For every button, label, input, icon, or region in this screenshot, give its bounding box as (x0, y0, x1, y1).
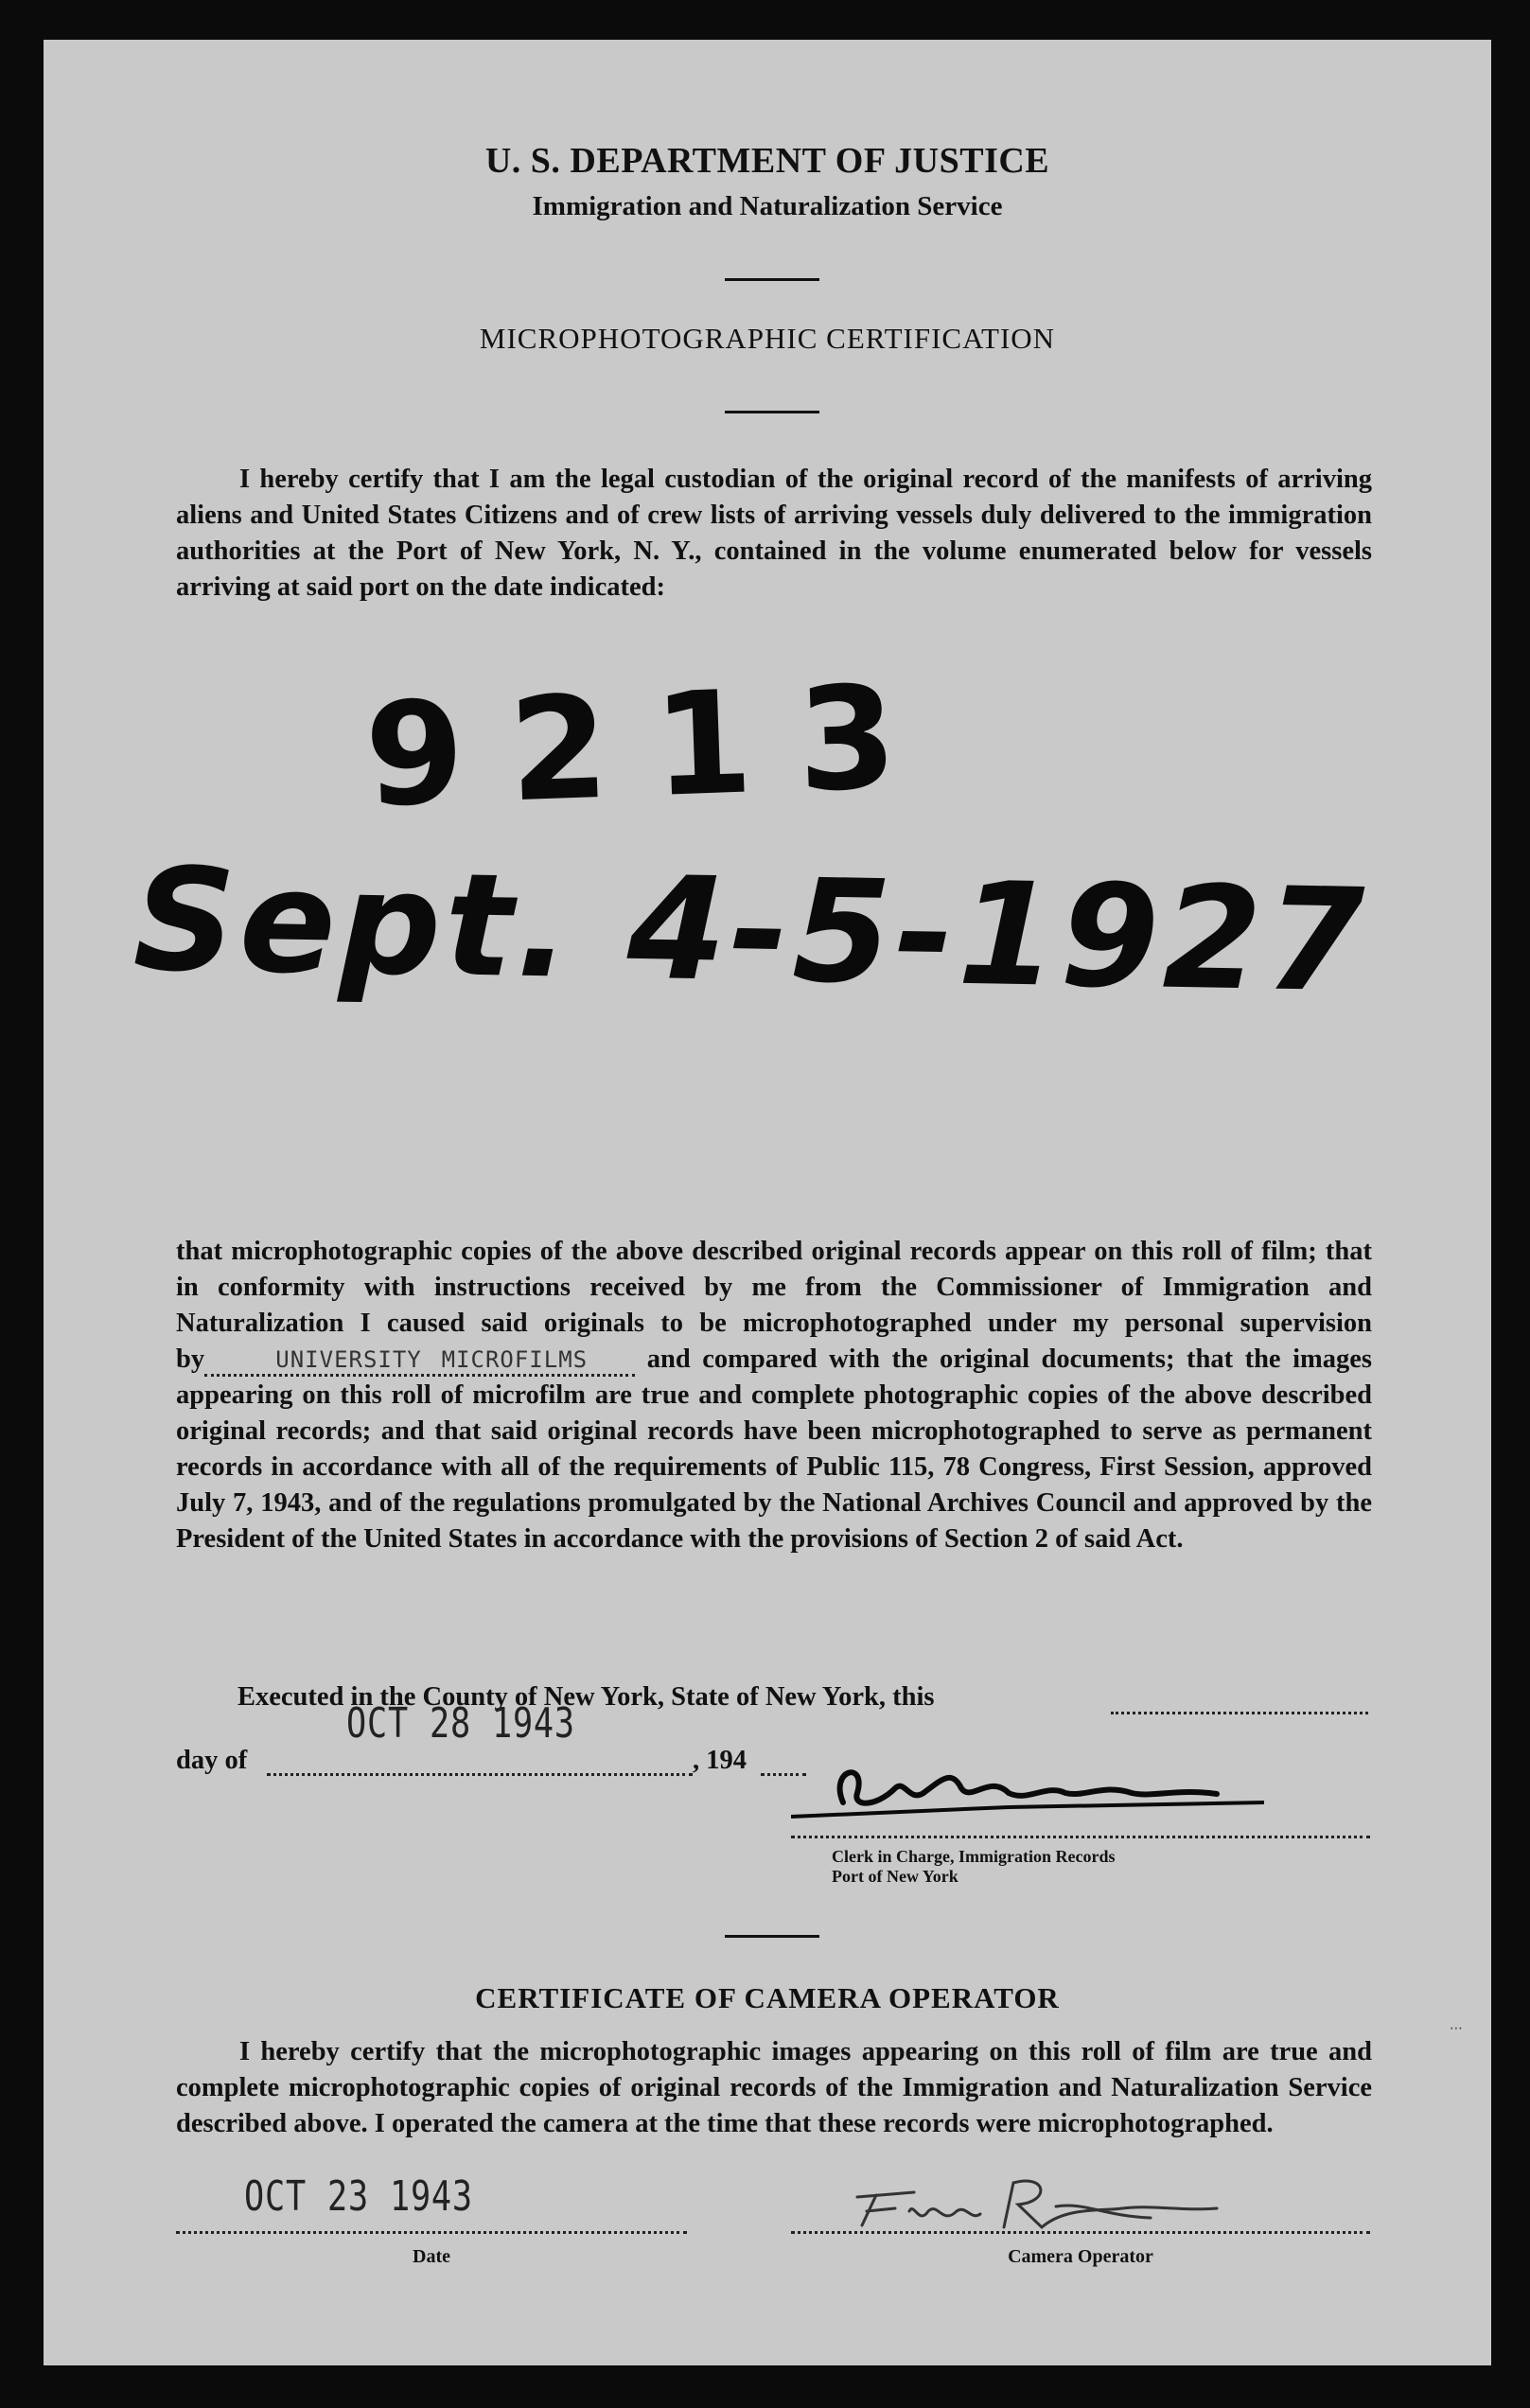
service-subtitle: Immigration and Naturalization Service (532, 191, 1003, 221)
camera-operator-label: Camera Operator (1008, 2246, 1153, 2267)
camera-certificate-heading: CERTIFICATE OF CAMERA OPERATOR (475, 1981, 1060, 2014)
custodian-text: I hereby certify that I am the legal custodian of the original record of the manifests of arriving aliens and United States Citizens and of crew lists of arriving vessels duly delivered to the immigration authorities at the Port of New York, N. Y., contained in the volume enumerated below for vessels arriving at said port on the date indicated: (176, 465, 1372, 602)
date-label: Date (413, 2246, 450, 2267)
certification-title: MICROPHOTOGRAPHIC CERTIFICATION (479, 322, 1056, 355)
margin-mark: ⋯ (1450, 2021, 1463, 2036)
compliance-text: and compared with the original documents; that the images appearing on this roll of microfilm are true and complete photographic copies of the above described original records; and that said original records have been microphotographed to serve as permanent records in accordance with all of the requirements of Public 115, 78 Congress, First Session, approved July 7, 1943, and of the regulations promulgated by the National Archives Council and approved by the President of the United States in accordance with the provisions of Section 2 of said Act. (176, 1345, 1373, 1554)
handwritten-volume-number: 9213 (362, 654, 945, 839)
day-of-label: day of (176, 1746, 248, 1775)
day-of-blank (267, 1773, 693, 1776)
supervision-text: that microphotographic copies of the above described original records appear on this roll of film; that in conformity with instructions received by me from the Commissioner of Immigration and Naturalization I caused said originals to be microphotographed under my personal supervision by (176, 1237, 1372, 1374)
date-line (176, 2231, 687, 2234)
divider (725, 278, 819, 281)
camera-date-stamp: OCT 23 1943 (244, 2172, 473, 2221)
clerk-signature-line (791, 1836, 1370, 1838)
handwritten-date: Sept. 4-5-1927 (132, 837, 1370, 1025)
supervision-paragraph (176, 1234, 1372, 1557)
certificate-page (44, 40, 1491, 2365)
department-title: U. S. DEPARTMENT OF JUSTICE (484, 141, 1050, 181)
camera-paragraph (176, 2034, 1372, 2142)
custodian-paragraph (176, 462, 1372, 606)
microfilm-company: UNIVERSITY MICROFILMS (275, 1346, 589, 1373)
clerk-signature (791, 1750, 1302, 1826)
executed-text: Executed in the County of New York, State of New York, this (237, 1682, 935, 1712)
clerk-title-line1: Clerk in Charge, Immigration Records (832, 1847, 1116, 1866)
clerk-title-line2: Port of New York (832, 1867, 958, 1886)
executed-date-stamp: OCT 28 1943 (346, 1699, 575, 1748)
executed-day-blank (1111, 1712, 1368, 1714)
year-prefix: , 194 (693, 1746, 747, 1775)
camera-text: I hereby certify that the microphotographic images appearing on this roll of film are true and complete microphotographic copies of original records of the Immigration and Naturalization Service described above. I operated the camera at the time that these records were microphotographed. (176, 2037, 1372, 2138)
divider (725, 411, 819, 413)
divider (725, 1935, 819, 1938)
clerk-title (832, 1847, 1115, 1887)
operator-signature-line (791, 2231, 1370, 2234)
